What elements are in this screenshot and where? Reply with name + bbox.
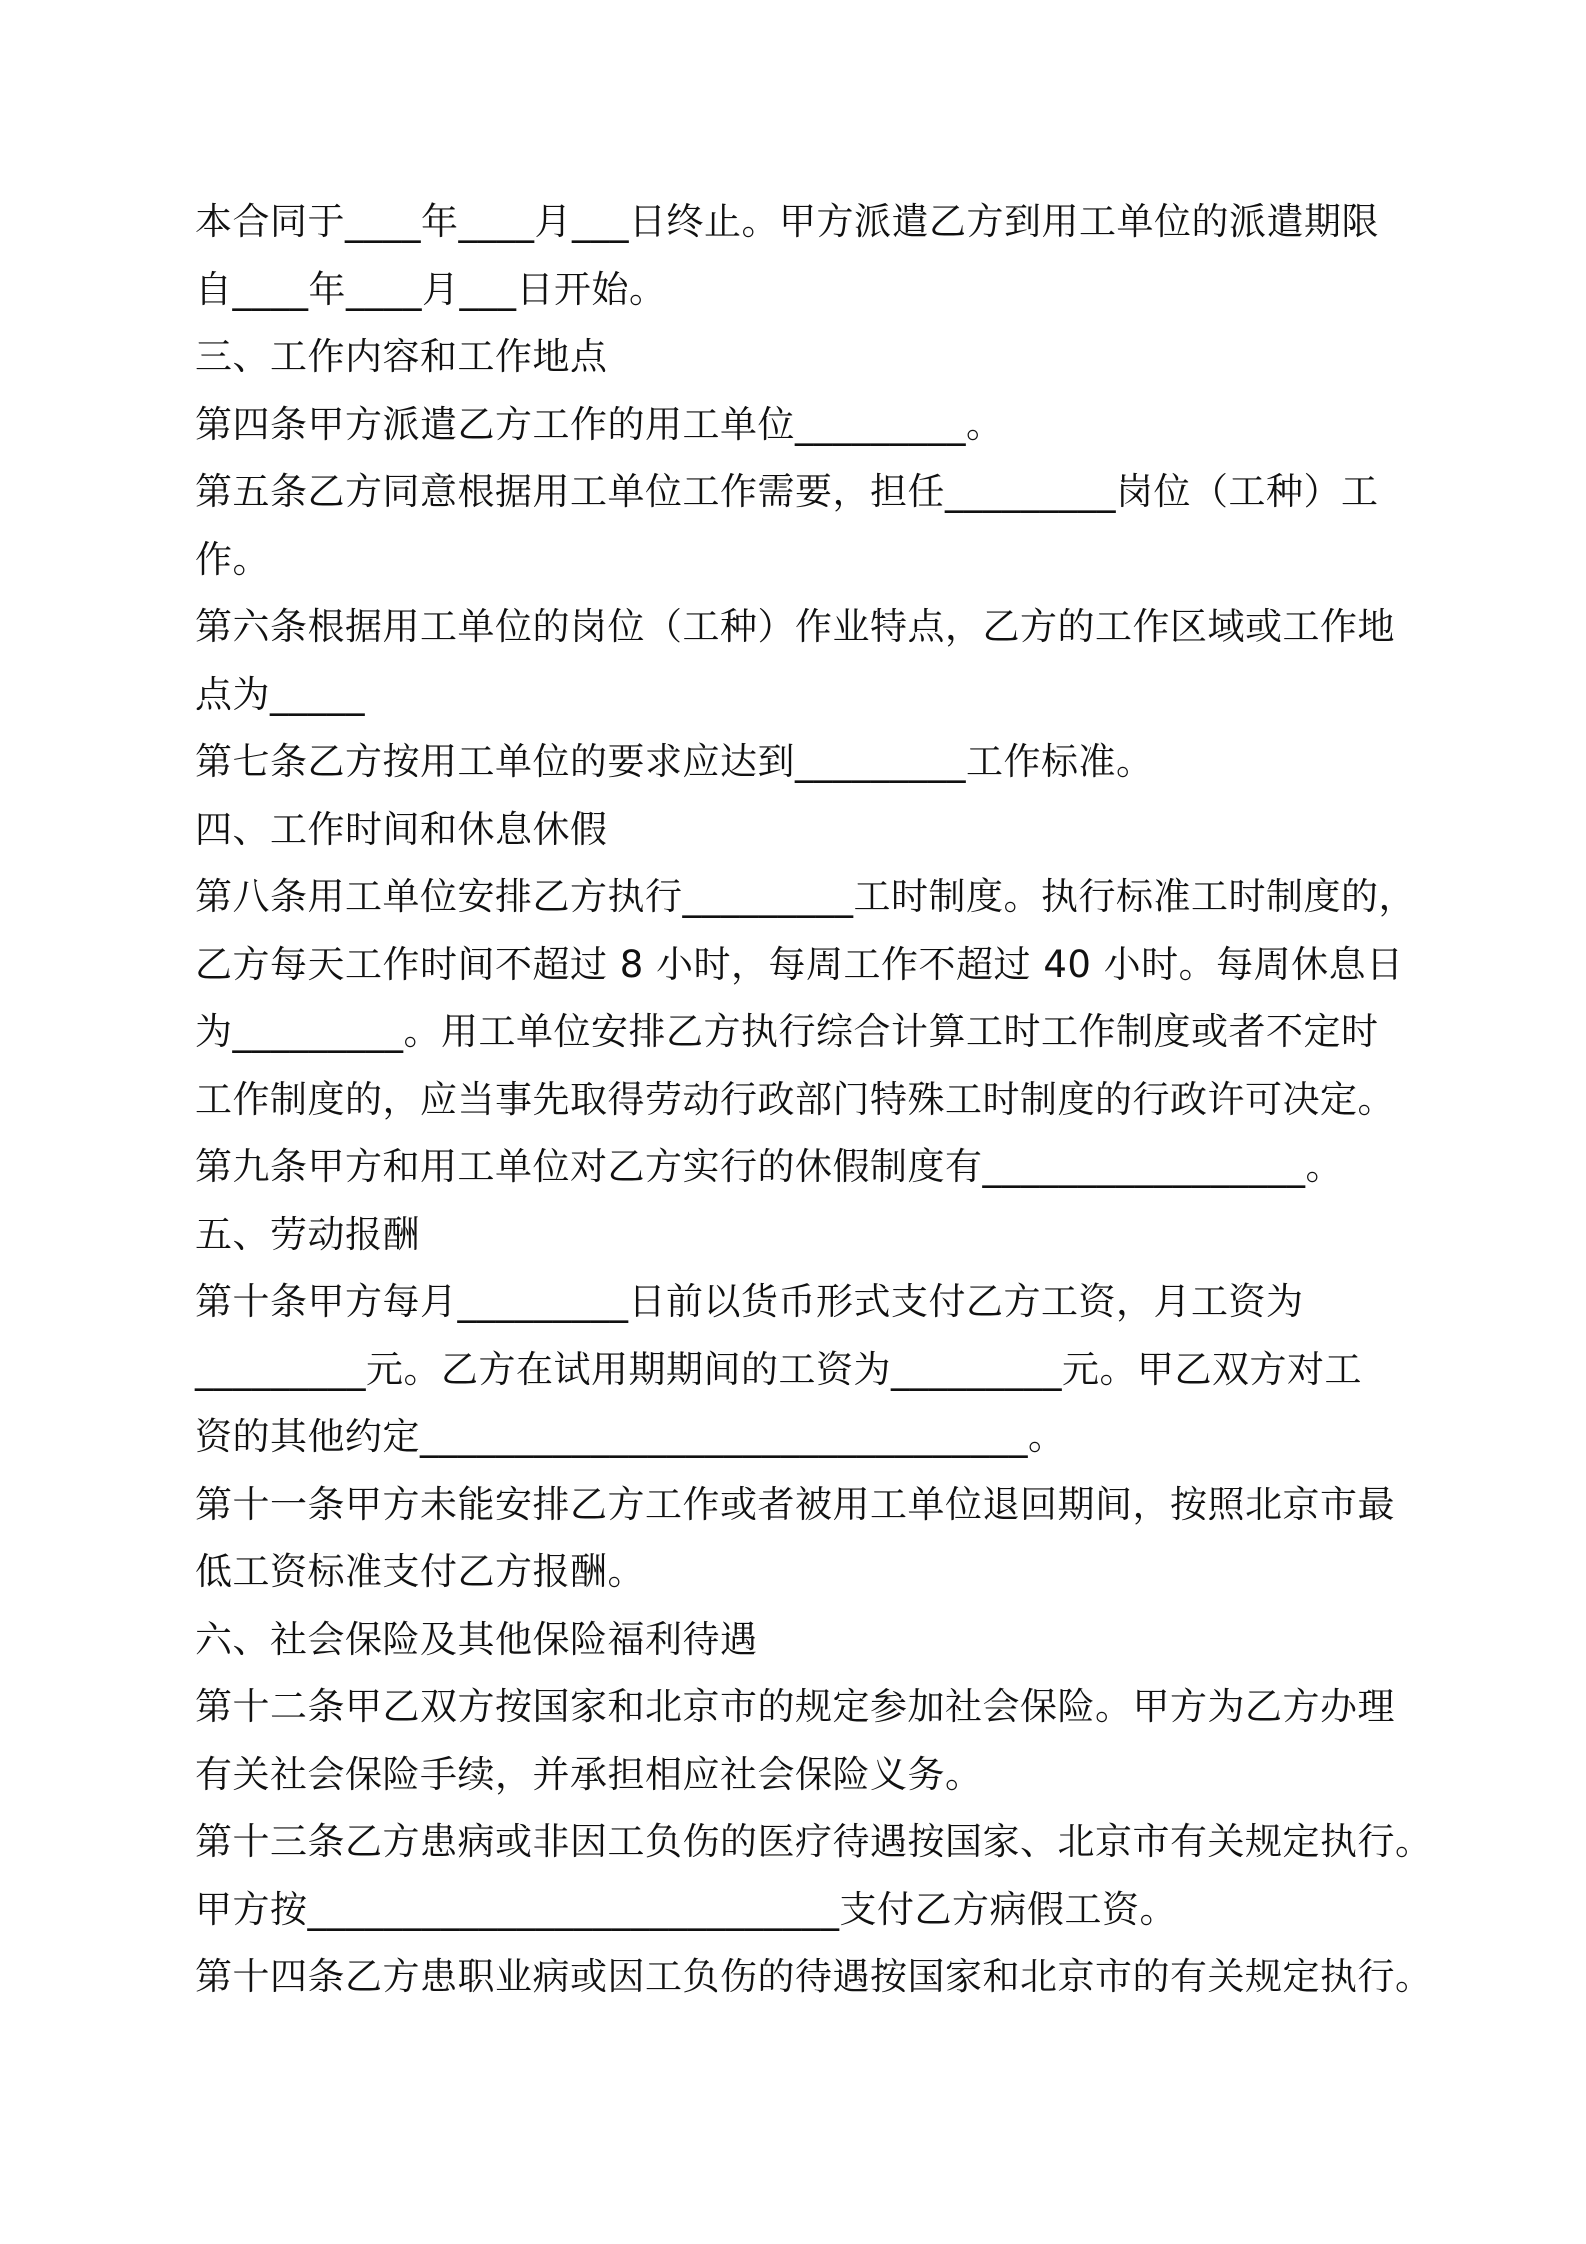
text-line: 第十条甲方每月_________日前以货币形式支付乙方工资，月工资为 xyxy=(195,1280,1304,1323)
text-line: 作。 xyxy=(195,537,270,581)
text-line: 有关社会保险手续，并承担相应社会保险义务。 xyxy=(195,1752,983,1796)
text-line: 乙方每天工作时间不超过 8 小时，每周工作不超过 40 小时。每周休息日 xyxy=(195,942,1404,986)
text-line: 甲方按____________________________支付乙方病假工资。 xyxy=(195,1887,1177,1931)
section-heading: 三、工作内容和工作地点 xyxy=(195,335,608,378)
text-line: 第七条乙方按用工单位的要求应达到_________工作标准。 xyxy=(195,740,1154,783)
text-line: 第八条用工单位安排乙方执行_________工时制度。执行标准工时制度的， xyxy=(195,875,1416,918)
text-line: 第四条甲方派遣乙方工作的用工单位_________。 xyxy=(195,402,1004,446)
text-line: 自____年____月___日开始。 xyxy=(195,267,667,311)
text-line: 第九条甲方和用工单位对乙方实行的休假制度有_________________。 xyxy=(195,1145,1343,1188)
text-line: 为_________。用工单位安排乙方执行综合计算工时工作制度或者不定时 xyxy=(195,1010,1379,1053)
text-line: 低工资标准支付乙方报酬。 xyxy=(195,1550,645,1593)
text-line: 第六条根据用工单位的岗位（工种）作业特点，乙方的工作区域或工作地 xyxy=(195,605,1395,648)
text-line: 工作制度的，应当事先取得劳动行政部门特殊工时制度的行政许可决定。 xyxy=(195,1077,1395,1121)
document-body xyxy=(195,188,1435,2011)
text-line: 第十三条乙方患病或非因工负伤的医疗待遇按国家、北京市有关规定执行。 xyxy=(195,1820,1433,1863)
text-line: 第五条乙方同意根据用工单位工作需要，担任_________岗位（工种）工 xyxy=(195,470,1379,513)
section-heading: 六、社会保险及其他保险福利待遇 xyxy=(195,1617,758,1661)
text-line: 第十一条甲方未能安排乙方工作或者被用工单位退回期间，按照北京市最 xyxy=(195,1482,1395,1526)
section-heading: 四、工作时间和休息休假 xyxy=(195,807,608,851)
text-line: 点为_____ xyxy=(195,672,365,716)
text-line: _________元。乙方在试用期期间的工资为_________元。甲乙双方对工 xyxy=(195,1347,1362,1391)
text-line: 第十二条甲乙双方按国家和北京市的规定参加社会保险。甲方为乙方办理 xyxy=(195,1685,1395,1728)
section-heading: 五、劳动报酬 xyxy=(195,1212,420,1256)
text-line: 资的其他约定________________________________。 xyxy=(195,1415,1066,1458)
text-line: 本合同于____年____月___日终止。甲方派遣乙方到用工单位的派遣期限 xyxy=(195,200,1379,243)
text-line: 第十四条乙方患职业病或因工负伤的待遇按国家和北京市的有关规定执行。 xyxy=(195,1955,1433,1998)
